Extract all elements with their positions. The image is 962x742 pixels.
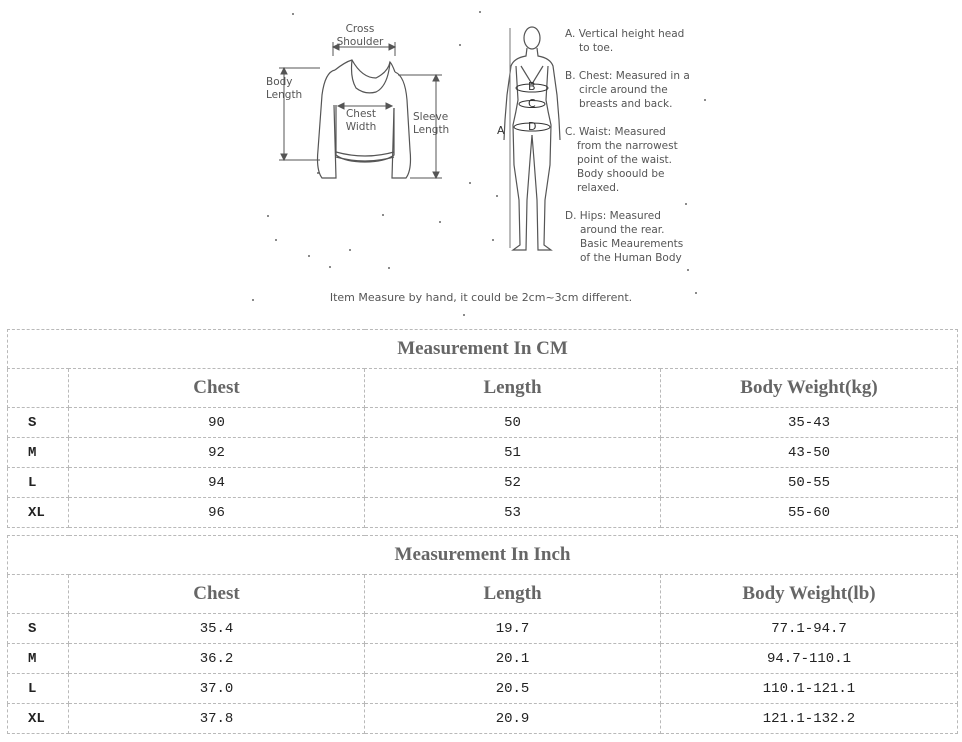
length-cell: 51 [365,438,661,468]
size-cell: XL [8,498,69,528]
label-body-length: Body Length [266,76,303,101]
weight-cell: 50-55 [661,468,958,498]
size-table-cm [7,329,958,528]
weight-cell: 110.1-121.1 [661,674,958,704]
chest-cell: 90 [69,408,365,438]
length-cell: 50 [365,408,661,438]
table-title: Measurement In Inch [8,536,958,575]
size-cell: XL [8,704,69,734]
chest-cell: 94 [69,468,365,498]
size-cell: S [8,408,69,438]
size-cell: L [8,468,69,498]
body-letter-d: D [528,120,537,133]
note-c: C. Waist: Measured from the narrowest point of the waist. Body shoould be relaxed. [565,126,678,194]
table-row [8,674,958,704]
chest-cell: 92 [69,438,365,468]
table-row [8,644,958,674]
weight-cell: 77.1-94.7 [661,614,958,644]
chest-cell: 35.4 [69,614,365,644]
chest-cell: 96 [69,498,365,528]
chest-cell: 37.0 [69,674,365,704]
length-cell: 20.9 [365,704,661,734]
chest-cell: 36.2 [69,644,365,674]
header-chest: Chest [69,369,365,408]
header-length: Length [365,369,661,408]
body-letter-a: A [497,124,505,137]
header-chest: Chest [69,575,365,614]
length-cell: 19.7 [365,614,661,644]
table-row [8,614,958,644]
label-chest-width: Chest Width [345,108,377,133]
label-sleeve-length: Sleeve Length [413,111,450,136]
note-a: A. Vertical height head to toe. [565,28,685,54]
body-letter-b: B [528,80,536,93]
weight-cell: 55-60 [661,498,958,528]
measurement-diagram [0,0,962,325]
note-d: D. Hips: Measured around the rear. Basic Meaurements of the Human Body [565,210,684,264]
header-body-weight: Body Weight(lb) [661,575,958,614]
table-row [8,498,958,528]
length-cell: 20.5 [365,674,661,704]
weight-cell: 94.7-110.1 [661,644,958,674]
table-row [8,704,958,734]
measurement-footnote: Item Measure by hand, it could be 2cm~3cm different. [329,291,633,304]
label-cross-shoulder: Cross Shoulder [336,23,384,48]
chest-cell: 37.8 [69,704,365,734]
table-row [8,468,958,498]
length-cell: 20.1 [365,644,661,674]
table-row [8,438,958,468]
note-b: B. Chest: Measured in a circle around the breasts and back. [565,70,690,110]
size-cell: M [8,644,69,674]
header-cell [8,575,69,614]
header-length: Length [365,575,661,614]
size-cell: M [8,438,69,468]
length-cell: 53 [365,498,661,528]
weight-cell: 35-43 [661,408,958,438]
body-letter-c: C [528,97,536,110]
length-cell: 52 [365,468,661,498]
weight-cell: 121.1-132.2 [661,704,958,734]
table-row [8,408,958,438]
header-cell [8,369,69,408]
size-cell: S [8,614,69,644]
diagram-illustration [0,0,962,325]
weight-cell: 43-50 [661,438,958,468]
table-title: Measurement In CM [8,330,958,369]
header-body-weight: Body Weight(kg) [661,369,958,408]
size-cell: L [8,674,69,704]
body-outline [504,27,560,250]
size-table-inch [7,535,958,734]
